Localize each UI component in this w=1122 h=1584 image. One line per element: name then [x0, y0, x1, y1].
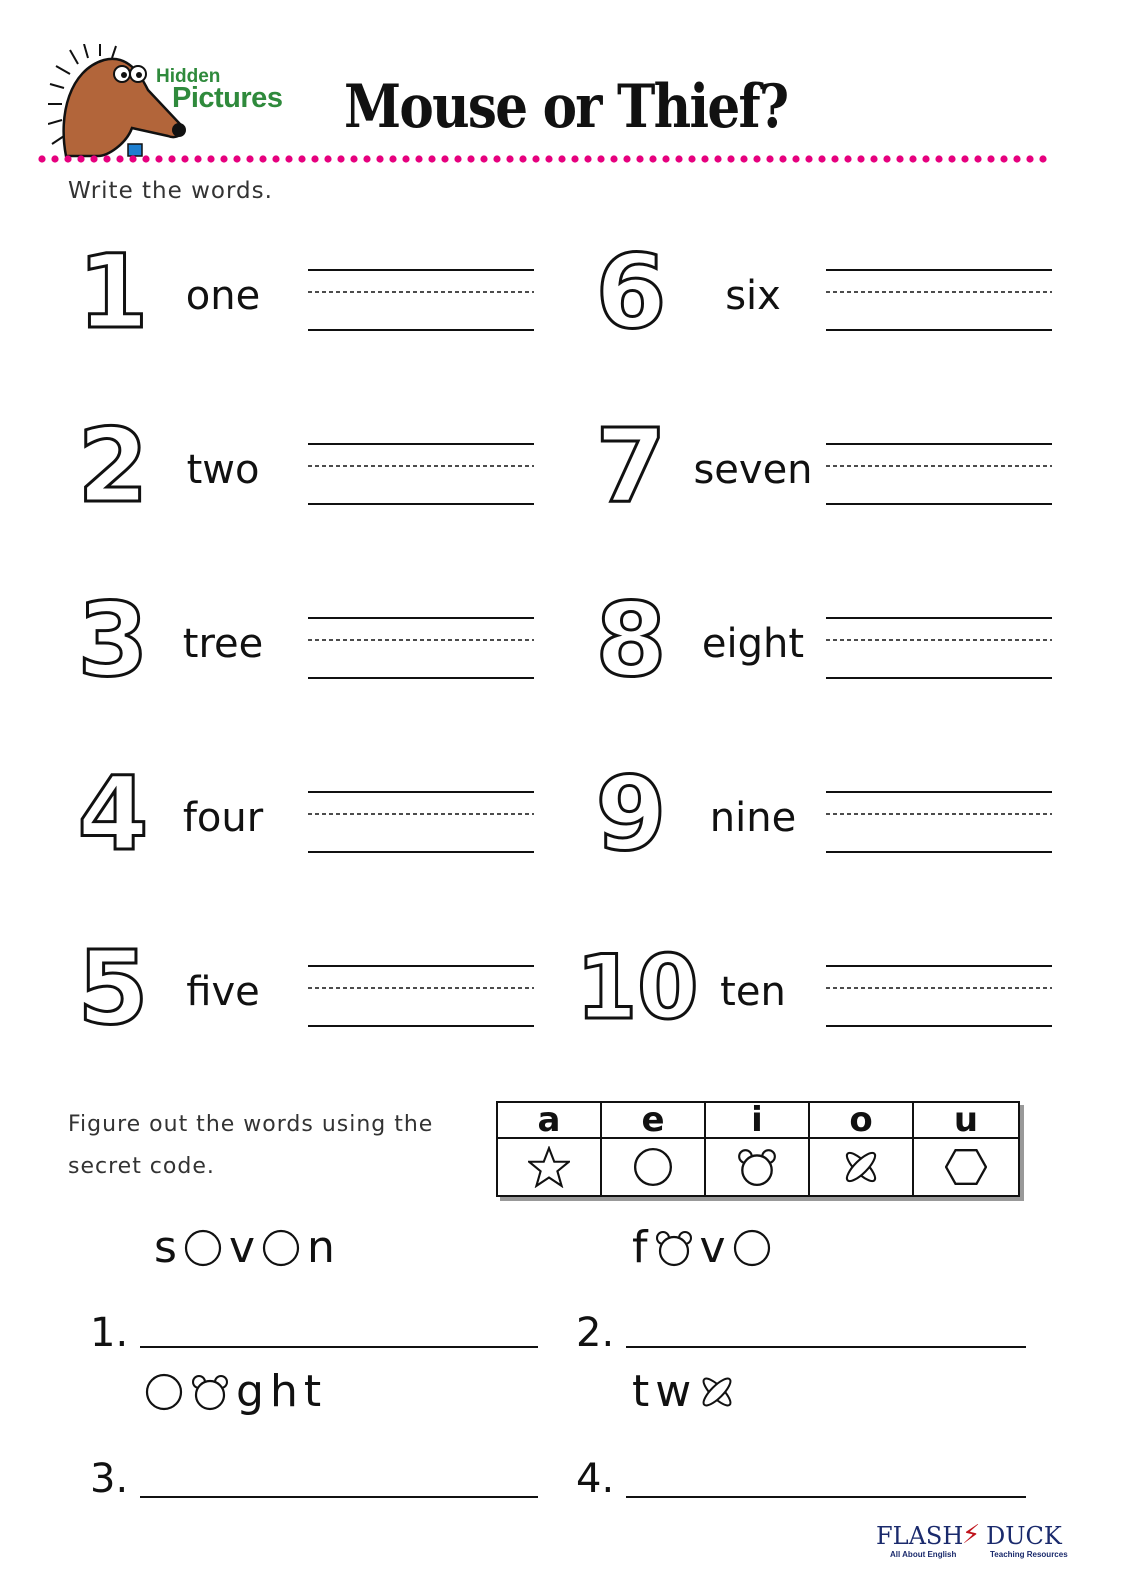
- circle-icon: [732, 1228, 772, 1268]
- numeral-4: 4: [77, 755, 149, 874]
- divider-dot: [77, 155, 84, 162]
- mouse-face-icon: [190, 1372, 230, 1412]
- divider-dot: [363, 155, 370, 162]
- word-label: seven: [693, 447, 813, 493]
- divider-dot: [389, 155, 396, 162]
- answer-line[interactable]: [140, 1496, 538, 1498]
- word-label: two: [186, 447, 260, 493]
- divider-dot: [636, 155, 643, 162]
- word-label: one: [185, 273, 261, 319]
- coded-letter: v: [228, 1222, 255, 1273]
- dotted-divider: [38, 152, 1050, 166]
- writing-lines[interactable]: [308, 442, 534, 506]
- coded-letter: w: [655, 1366, 692, 1417]
- divider-dot: [350, 155, 357, 162]
- divider-dot: [220, 155, 227, 162]
- divider-dot: [883, 155, 890, 162]
- writing-lines[interactable]: [826, 442, 1052, 506]
- numeral-9: 9: [595, 755, 667, 874]
- hexagon-icon: [945, 1146, 987, 1188]
- divider-dot: [493, 155, 500, 162]
- divider-dot: [259, 155, 266, 162]
- divider-dot: [233, 155, 240, 162]
- mouse-face-icon: [654, 1228, 694, 1268]
- coded-word: [144, 1366, 321, 1417]
- divider-dot: [272, 155, 279, 162]
- divider-dot: [753, 155, 760, 162]
- divider-dot: [1039, 155, 1046, 162]
- divider-dot: [675, 155, 682, 162]
- mouse-face-icon: [736, 1146, 778, 1188]
- divider-dot: [1026, 155, 1033, 162]
- divider-dot: [402, 155, 409, 162]
- divider-dot: [1013, 155, 1020, 162]
- lightning-icon: ⚡: [962, 1520, 981, 1550]
- coded-letter: h: [269, 1366, 298, 1417]
- answer-number: 1.: [90, 1310, 129, 1356]
- divider-dot: [324, 155, 331, 162]
- answer-line[interactable]: [626, 1346, 1026, 1348]
- divider-dot: [545, 155, 552, 162]
- divider-dot: [987, 155, 994, 162]
- divider-dot: [103, 155, 110, 162]
- divider-dot: [142, 155, 149, 162]
- divider-dot: [181, 155, 188, 162]
- numeral-10: 10: [576, 936, 699, 1039]
- divider-dot: [168, 155, 175, 162]
- numeral-6: 6: [595, 233, 667, 352]
- word-label: five: [186, 969, 260, 1015]
- answer-number: 2.: [576, 1310, 615, 1356]
- answer-line[interactable]: [626, 1496, 1026, 1498]
- divider-dot: [285, 155, 292, 162]
- divider-dot: [415, 155, 422, 162]
- divider-dot: [454, 155, 461, 162]
- circle-icon: [144, 1372, 184, 1412]
- writing-lines[interactable]: [308, 964, 534, 1028]
- circle-icon: [183, 1228, 223, 1268]
- numeral-5: 5: [77, 929, 149, 1048]
- divider-dot: [870, 155, 877, 162]
- divider-dot: [727, 155, 734, 162]
- divider-dot: [792, 155, 799, 162]
- divider-dot: [376, 155, 383, 162]
- divider-dot: [662, 155, 669, 162]
- word-label: eight: [701, 621, 805, 667]
- divider-dot: [584, 155, 591, 162]
- divider-dot: [844, 155, 851, 162]
- divider-dot: [519, 155, 526, 162]
- code-instruction: Figure out the words using the secret code.: [68, 1112, 434, 1179]
- divider-dot: [246, 155, 253, 162]
- coded-letter: s: [154, 1222, 177, 1273]
- circle-icon: [261, 1228, 301, 1268]
- coded-letter: v: [699, 1222, 726, 1273]
- divider-dot: [740, 155, 747, 162]
- divider-dot: [597, 155, 604, 162]
- coded-word: [632, 1222, 772, 1273]
- writing-lines[interactable]: [308, 616, 534, 680]
- divider-dot: [571, 155, 578, 162]
- divider-dot: [129, 155, 136, 162]
- code-symbol-cell: [810, 1139, 914, 1195]
- write-instruction: Write the words.: [68, 178, 273, 204]
- divider-dot: [311, 155, 318, 162]
- divider-dot: [155, 155, 162, 162]
- coded-letter: t: [632, 1366, 650, 1417]
- divider-dot: [116, 155, 123, 162]
- footer-brand-right: DUCK: [986, 1522, 1062, 1550]
- code-letter-o: o: [810, 1103, 914, 1139]
- writing-lines[interactable]: [826, 616, 1052, 680]
- numeral-7: 7: [595, 407, 667, 526]
- coded-letter: t: [303, 1366, 322, 1417]
- code-letter-a: a: [498, 1103, 602, 1139]
- numeral-8: 8: [595, 581, 667, 700]
- flashduck-logo: [876, 1522, 1072, 1562]
- divider-dot: [909, 155, 916, 162]
- divider-dot: [64, 155, 71, 162]
- divider-dot: [701, 155, 708, 162]
- page-title: Mouse or Thief?: [344, 72, 788, 142]
- divider-dot: [831, 155, 838, 162]
- divider-dot: [51, 155, 58, 162]
- answer-number: 3.: [90, 1456, 129, 1502]
- code-letter-u: u: [914, 1103, 1018, 1139]
- divider-dot: [194, 155, 201, 162]
- divider-dot: [90, 155, 97, 162]
- divider-dot: [1000, 155, 1007, 162]
- divider-dot: [896, 155, 903, 162]
- code-letter-i: i: [706, 1103, 810, 1139]
- divider-dot: [532, 155, 539, 162]
- cross-petals-icon: [697, 1372, 737, 1412]
- cross-petals-icon: [840, 1146, 882, 1188]
- hedgehog-mascot-logo: [48, 44, 188, 160]
- divider-dot: [558, 155, 565, 162]
- divider-dot: [974, 155, 981, 162]
- coded-word: [632, 1366, 737, 1417]
- divider-dot: [610, 155, 617, 162]
- divider-dot: [38, 155, 45, 162]
- writing-lines[interactable]: [826, 964, 1052, 1028]
- divider-dot: [857, 155, 864, 162]
- divider-dot: [766, 155, 773, 162]
- divider-dot: [779, 155, 786, 162]
- numeral-3: 3: [77, 581, 149, 700]
- divider-dot: [207, 155, 214, 162]
- brand-pictures: Pictures: [172, 82, 283, 114]
- answer-line[interactable]: [140, 1346, 538, 1348]
- divider-dot: [298, 155, 305, 162]
- divider-dot: [818, 155, 825, 162]
- divider-dot: [428, 155, 435, 162]
- coded-letter: f: [632, 1222, 648, 1273]
- divider-dot: [441, 155, 448, 162]
- divider-dot: [480, 155, 487, 162]
- circle-icon: [632, 1146, 674, 1188]
- divider-dot: [922, 155, 929, 162]
- divider-dot: [688, 155, 695, 162]
- writing-lines[interactable]: [308, 268, 534, 332]
- footer-tagline-left: All About English: [890, 1550, 957, 1559]
- writing-lines[interactable]: [826, 268, 1052, 332]
- divider-dot: [649, 155, 656, 162]
- divider-dot: [935, 155, 942, 162]
- writing-lines[interactable]: [826, 790, 1052, 854]
- star-icon: [528, 1146, 570, 1188]
- footer-tagline-right: Teaching Resources: [990, 1550, 1068, 1559]
- coded-letter: n: [306, 1222, 335, 1273]
- divider-dot: [467, 155, 474, 162]
- brand-hidden: Hidden: [156, 66, 221, 87]
- code-symbol-cell: [706, 1139, 810, 1195]
- answer-number: 4.: [576, 1456, 615, 1502]
- numeral-1: 1: [77, 233, 149, 352]
- divider-dot: [623, 155, 630, 162]
- writing-lines[interactable]: [308, 790, 534, 854]
- word-label: four: [182, 795, 264, 841]
- footer-brand-left: FLASH: [876, 1522, 964, 1550]
- code-letter-e: e: [602, 1103, 706, 1139]
- secret-code-table: [496, 1101, 1020, 1197]
- word-label: tree: [182, 621, 264, 667]
- numeral-2: 2: [77, 407, 149, 526]
- coded-letter: g: [236, 1366, 264, 1417]
- divider-dot: [805, 155, 812, 162]
- code-symbol-cell: [602, 1139, 706, 1195]
- divider-dot: [506, 155, 513, 162]
- code-symbol-cell: [914, 1139, 1018, 1195]
- divider-dot: [948, 155, 955, 162]
- word-label: ten: [720, 969, 786, 1015]
- divider-dot: [961, 155, 968, 162]
- word-label: six: [725, 273, 781, 319]
- code-symbol-cell: [498, 1139, 602, 1195]
- word-label: nine: [709, 795, 797, 841]
- coded-word: [154, 1222, 335, 1273]
- divider-dot: [337, 155, 344, 162]
- divider-dot: [714, 155, 721, 162]
